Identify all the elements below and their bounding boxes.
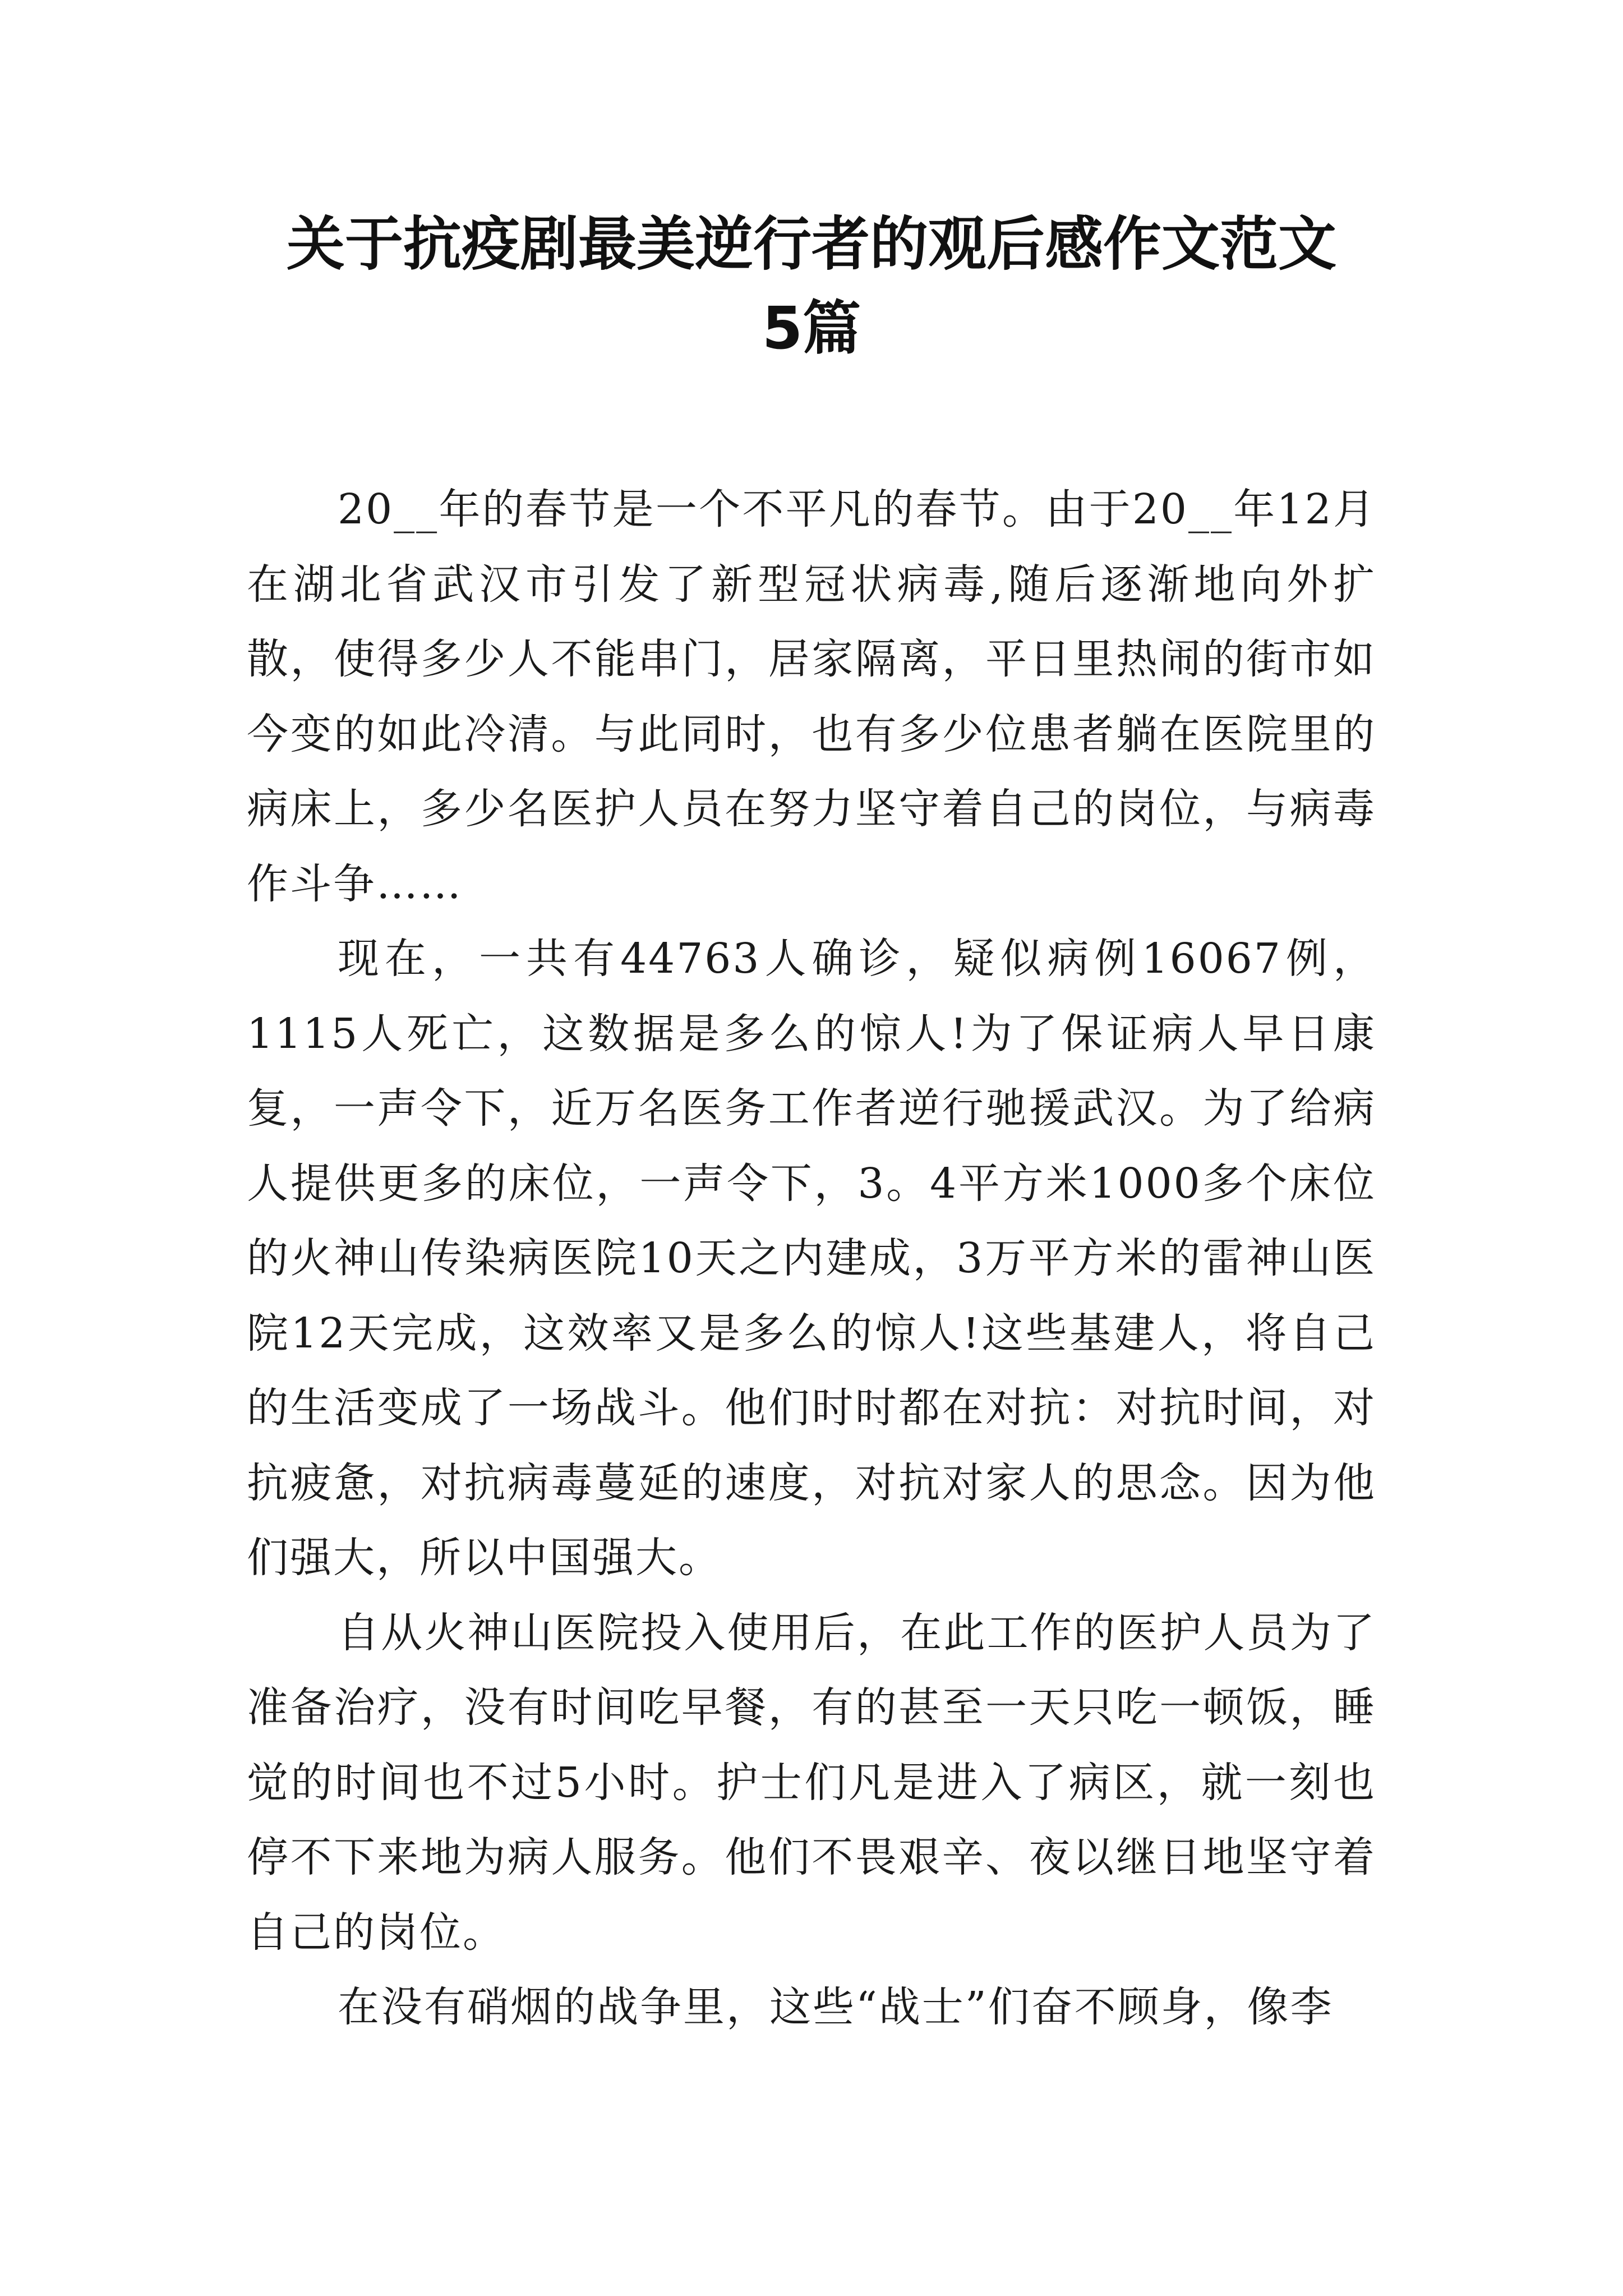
paragraph-1: 20__年的春节是一个不平凡的春节。由于20__年12月在湖北省武汉市引发了新型冠状病毒,随后逐渐地向外扩散，使得多少人不能串门，居家隔离，平日里热闹的街市如今变的如此冷清。与此同时，也有多少位患者躺在医院里的病床上，多少名医护人员在努力坚守着自己的岗位，与病毒作斗争…… [247, 485, 1376, 908]
document-title [247, 202, 1376, 370]
paragraph-2: 现在，一共有44763人确诊，疑似病例16067例，1115人死亡，这数据是多么的惊人!为了保证病人早日康复，一声令下，近万名医务工作者逆行驰援武汉。为了给病人提供更多的床位，一声令下，3。4平方米1000多个床位的火神山传染病医院10天之内建成，3万平方米的雷神山医院12天完成，这效率又是多么的惊人!这些基建人，将自己的生活变成了一场战斗。他们时时都在对抗：对抗时间，对抗疲惫，对抗病毒蔓延的速度，对抗对家人的思念。因为他们强大，所以中国强大。 [247, 935, 1376, 1582]
paragraph-4: 在没有硝烟的战争里，这些“战士”们奋不顾身，像李 [338, 1983, 1334, 2031]
title-line-1: 关于抗疫剧最美逆行者的观后感作文范文 [286, 210, 1336, 278]
paragraph-3: 自从火神山医院投入使用后，在此工作的医护人员为了准备治疗，没有时间吃早餐，有的甚至一天只吃一顿饭，睡觉的时间也不过5小时。护士们凡是进入了病区，就一刻也停不下来地为病人服务。他们不畏艰辛、夜以继日地坚守着自己的岗位。 [247, 1608, 1376, 1957]
title-line-2: 5篇 [762, 294, 861, 362]
document-body [247, 472, 1376, 2045]
